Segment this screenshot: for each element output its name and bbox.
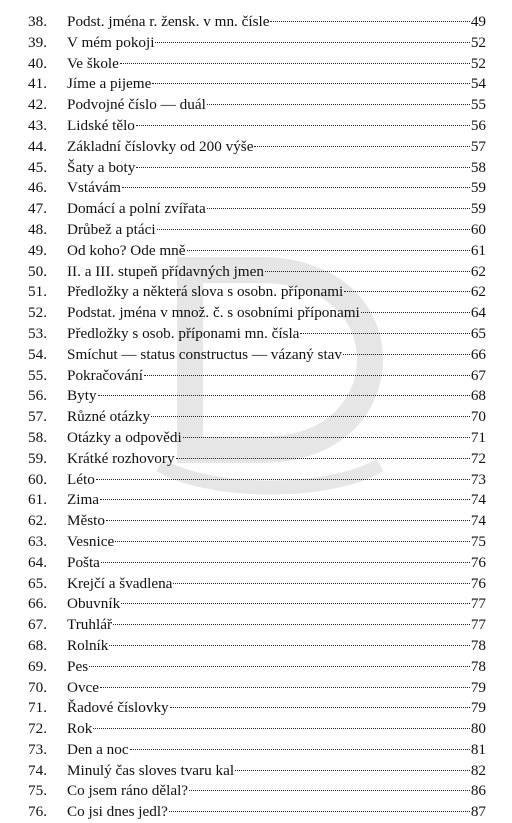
toc-number: 45.: [28, 158, 47, 176]
toc-entry: [67, 74, 486, 95]
toc-entry: [67, 740, 486, 761]
dot-leader: [106, 520, 470, 521]
toc-title: Pes: [67, 657, 89, 675]
dot-leader: [96, 479, 470, 480]
dot-leader: [157, 229, 470, 230]
toc-number: 57.: [28, 408, 47, 426]
toc-title: Drůbež a ptáci: [67, 220, 156, 238]
toc-row: [0, 178, 512, 199]
toc-row: [0, 574, 512, 595]
toc-page-number: 64: [470, 304, 486, 322]
dot-leader: [98, 395, 470, 396]
toc-page-number: 74: [470, 512, 486, 530]
toc-row: [0, 553, 512, 574]
toc-entry: [67, 490, 486, 511]
toc-row: [0, 761, 512, 782]
dot-leader: [93, 728, 469, 729]
toc-page-number: 68: [470, 387, 486, 405]
toc-title: Den a noc: [67, 740, 129, 758]
dot-leader: [151, 416, 470, 417]
toc-page-number: 56: [470, 116, 486, 134]
toc-title: Vesnice: [67, 532, 115, 550]
toc-number: 71.: [28, 699, 47, 717]
dot-leader: [100, 687, 470, 688]
toc-page-number: 73: [470, 470, 486, 488]
toc-page-number: 78: [470, 657, 486, 675]
toc-page-number: 87: [470, 803, 486, 821]
toc-title: Předložky a některá slova s osobn. příponami: [67, 283, 344, 301]
toc-number: 58.: [28, 428, 47, 446]
toc-title: Různé otázky: [67, 408, 151, 426]
toc-number: 72.: [28, 720, 47, 738]
toc-title: Lidské tělo: [67, 116, 135, 134]
toc-title: Od koho? Ode mně: [67, 241, 186, 259]
toc-entry: [67, 262, 486, 283]
toc-number: 76.: [28, 803, 47, 821]
toc-entry: [67, 241, 486, 262]
toc-number: 47.: [28, 200, 47, 218]
toc-entry: [67, 678, 486, 699]
toc-page-number: 75: [470, 532, 486, 550]
dot-leader: [89, 666, 470, 667]
toc-title: Minulý čas sloves tvaru kal: [67, 761, 235, 779]
toc-title: Pokračování: [67, 366, 143, 384]
toc-page-number: 52: [470, 33, 486, 51]
toc-row: [0, 719, 512, 740]
dot-leader: [270, 21, 469, 22]
toc-row: [0, 137, 512, 158]
toc-entry: [67, 761, 486, 782]
toc-row: [0, 449, 512, 470]
toc-page-number: 76: [470, 553, 486, 571]
toc-number: 42.: [28, 96, 47, 114]
toc-entry: [67, 719, 486, 740]
toc-row: [0, 428, 512, 449]
toc-row: [0, 678, 512, 699]
toc-title: Obuvník: [67, 595, 121, 613]
dot-leader: [187, 250, 470, 251]
toc-page-number: 59: [470, 200, 486, 218]
toc-number: 64.: [28, 553, 47, 571]
toc-row: [0, 470, 512, 491]
toc-title: Základní číslovky od 200 výše: [67, 137, 254, 155]
toc-title: Řadové číslovky: [67, 699, 169, 717]
toc-number: 43.: [28, 116, 47, 134]
toc-title: Jíme a pijeme: [67, 75, 152, 93]
dot-leader: [144, 375, 470, 376]
toc-entry: [67, 386, 486, 407]
dot-leader: [176, 458, 470, 459]
toc-title: Rolník: [67, 636, 109, 654]
toc-title: Šaty a boty: [67, 158, 136, 176]
toc-row: [0, 303, 512, 324]
toc-page-number: 52: [470, 54, 486, 72]
toc-entry: [67, 137, 486, 158]
toc-title: Ovce: [67, 678, 100, 696]
toc-row: [0, 615, 512, 636]
toc-page-number: 77: [470, 616, 486, 634]
toc-number: 49.: [28, 241, 47, 259]
dot-leader: [183, 437, 470, 438]
toc-title: Co jsem ráno dělal?: [67, 782, 189, 800]
toc-page-number: 58: [470, 158, 486, 176]
toc-number: 52.: [28, 304, 47, 322]
toc-number: 70.: [28, 678, 47, 696]
toc-row: [0, 407, 512, 428]
toc-number: 73.: [28, 740, 47, 758]
dot-leader: [109, 645, 469, 646]
dot-leader: [100, 499, 470, 500]
toc-page-number: 49: [470, 13, 486, 30]
toc-row: [0, 74, 512, 95]
dot-leader: [113, 624, 470, 625]
toc-title: Předložky s osob. příponami mn. čísla: [67, 324, 300, 342]
toc-number: 60.: [28, 470, 47, 488]
toc-page-number: 57: [470, 137, 486, 155]
toc-title: Podst. jména r. žensk. v mn. čísle: [67, 13, 270, 30]
toc-number: 54.: [28, 345, 47, 363]
toc-row: [0, 802, 512, 823]
toc-title: V mém pokoji: [67, 33, 155, 51]
toc-number: 62.: [28, 512, 47, 530]
toc-title: Vstávám: [67, 179, 121, 197]
toc-number: 55.: [28, 366, 47, 384]
dot-leader: [254, 146, 469, 147]
toc-page-number: 59: [470, 179, 486, 197]
toc-entry: [67, 636, 486, 657]
dot-leader: [265, 271, 470, 272]
toc-number: 40.: [28, 54, 47, 72]
toc-page-number: 55: [470, 96, 486, 114]
toc-page-number: 81: [470, 740, 486, 758]
toc-entry: [67, 158, 486, 179]
toc-page-number: 62: [470, 283, 486, 301]
toc-number: 63.: [28, 532, 47, 550]
toc-title: Co jsi dnes jedl?: [67, 803, 168, 821]
toc-row: [0, 241, 512, 262]
toc-entry: [67, 178, 486, 199]
dot-leader: [235, 770, 470, 771]
toc-title: Byty: [67, 387, 97, 405]
toc-page-number: 54: [470, 75, 486, 93]
toc-entry: [67, 449, 486, 470]
toc-number: 44.: [28, 137, 47, 155]
toc-page-number: 79: [470, 678, 486, 696]
toc-entry: [67, 657, 486, 678]
toc-entry: [67, 303, 486, 324]
toc-row: [0, 594, 512, 615]
toc-number: 68.: [28, 636, 47, 654]
dot-leader: [343, 354, 470, 355]
toc-entry: [67, 54, 486, 75]
toc-row: [0, 345, 512, 366]
toc-page-number: 79: [470, 699, 486, 717]
toc-title: Domácí a polní zvířata: [67, 200, 206, 218]
toc-row: [0, 490, 512, 511]
toc-title: Zima: [67, 491, 100, 509]
toc-row: [0, 262, 512, 283]
toc-title: Léto: [67, 470, 95, 488]
toc-title: Podstat. jména v množ. č. s osobními příponami: [67, 304, 360, 322]
toc-page-number: 72: [470, 449, 486, 467]
toc-title: Krejčí a švadlena: [67, 574, 173, 592]
toc-entry: [67, 116, 486, 137]
toc-entry: [67, 282, 486, 303]
toc-page-number: 66: [470, 345, 486, 363]
toc-number: 41.: [28, 75, 47, 93]
toc-page-number: 62: [470, 262, 486, 280]
toc-number: 56.: [28, 387, 47, 405]
toc-entry: [67, 594, 486, 615]
toc-number: 46.: [28, 179, 47, 197]
toc-number: 48.: [28, 220, 47, 238]
toc-title: Pošta: [67, 553, 100, 571]
toc-page-number: 61: [470, 241, 486, 259]
toc-entry: [67, 345, 486, 366]
toc-entry: [67, 574, 486, 595]
toc-row: [0, 33, 512, 54]
toc-entry: [67, 220, 486, 241]
table-of-contents: [0, 12, 512, 823]
toc-number: 75.: [28, 782, 47, 800]
toc-entry: [67, 324, 486, 345]
toc-title: Rok: [67, 720, 93, 738]
toc-number: 69.: [28, 657, 47, 675]
toc-row: [0, 657, 512, 678]
toc-title: Otázky a odpovědi: [67, 428, 182, 446]
toc-row: [0, 636, 512, 657]
toc-entry: [67, 428, 486, 449]
toc-row: [0, 698, 512, 719]
toc-title: Krátké rozhovory: [67, 449, 175, 467]
toc-entry: [67, 12, 486, 33]
toc-row: [0, 532, 512, 553]
toc-entry: [67, 407, 486, 428]
toc-number: 50.: [28, 262, 47, 280]
toc-number: 51.: [28, 283, 47, 301]
toc-page-number: 77: [470, 595, 486, 613]
toc-page-number: 70: [470, 408, 486, 426]
toc-row: [0, 366, 512, 387]
dot-leader: [170, 707, 470, 708]
toc-row: [0, 12, 512, 33]
toc-page-number: 80: [470, 720, 486, 738]
dot-leader: [120, 63, 470, 64]
toc-page-number: 60: [470, 220, 486, 238]
toc-number: 38.: [28, 13, 47, 30]
toc-title: Ve škole: [67, 54, 119, 72]
toc-entry: [67, 33, 486, 54]
toc-entry: [67, 95, 486, 116]
toc-page-number: 78: [470, 636, 486, 654]
toc-row: [0, 386, 512, 407]
toc-row: [0, 116, 512, 137]
dot-leader: [361, 312, 470, 313]
toc-row: [0, 781, 512, 802]
toc-page-number: 86: [470, 782, 486, 800]
toc-entry: [67, 698, 486, 719]
toc-title: Město: [67, 512, 105, 530]
toc-title: II. a III. stupeň přídavných jmen: [67, 262, 264, 280]
dot-leader: [122, 187, 470, 188]
toc-entry: [67, 366, 486, 387]
toc-entry: [67, 781, 486, 802]
toc-number: 59.: [28, 449, 47, 467]
toc-row: [0, 158, 512, 179]
toc-page-number: 76: [470, 574, 486, 592]
toc-entry: [67, 511, 486, 532]
dot-leader: [155, 42, 469, 43]
toc-number: 65.: [28, 574, 47, 592]
dot-leader: [101, 562, 470, 563]
dot-leader: [300, 333, 469, 334]
toc-row: [0, 199, 512, 220]
toc-row: [0, 740, 512, 761]
toc-title: Podvojné číslo — duál: [67, 96, 206, 114]
toc-number: 66.: [28, 595, 47, 613]
toc-row: [0, 282, 512, 303]
dot-leader: [344, 291, 470, 292]
toc-title: Truhlář: [67, 616, 113, 634]
dot-leader: [207, 208, 470, 209]
dot-leader: [121, 603, 470, 604]
dot-leader: [173, 583, 469, 584]
toc-number: 53.: [28, 324, 47, 342]
toc-entry: [67, 532, 486, 553]
toc-entry: [67, 470, 486, 491]
dot-leader: [189, 790, 470, 791]
toc-number: 67.: [28, 616, 47, 634]
toc-row: [0, 54, 512, 75]
dot-leader: [152, 83, 469, 84]
dot-leader: [169, 811, 470, 812]
toc-row: [0, 511, 512, 532]
dot-leader: [136, 125, 470, 126]
toc-title: Smíchut — status constructus — vázaný stav: [67, 345, 343, 363]
dot-leader: [115, 541, 470, 542]
toc-page-number: 82: [470, 761, 486, 779]
dot-leader: [136, 167, 469, 168]
dot-leader: [207, 104, 470, 105]
toc-row: [0, 95, 512, 116]
toc-entry: [67, 199, 486, 220]
toc-number: 61.: [28, 491, 47, 509]
toc-row: [0, 220, 512, 241]
toc-number: 74.: [28, 761, 47, 779]
toc-row: [0, 324, 512, 345]
toc-page-number: 71: [470, 428, 486, 446]
toc-entry: [67, 615, 486, 636]
dot-leader: [130, 749, 470, 750]
toc-page-number: 67: [470, 366, 486, 384]
toc-number: 39.: [28, 33, 47, 51]
toc-entry: [67, 553, 486, 574]
toc-entry: [67, 802, 486, 823]
toc-page-number: 65: [470, 324, 486, 342]
toc-page-number: 74: [470, 491, 486, 509]
